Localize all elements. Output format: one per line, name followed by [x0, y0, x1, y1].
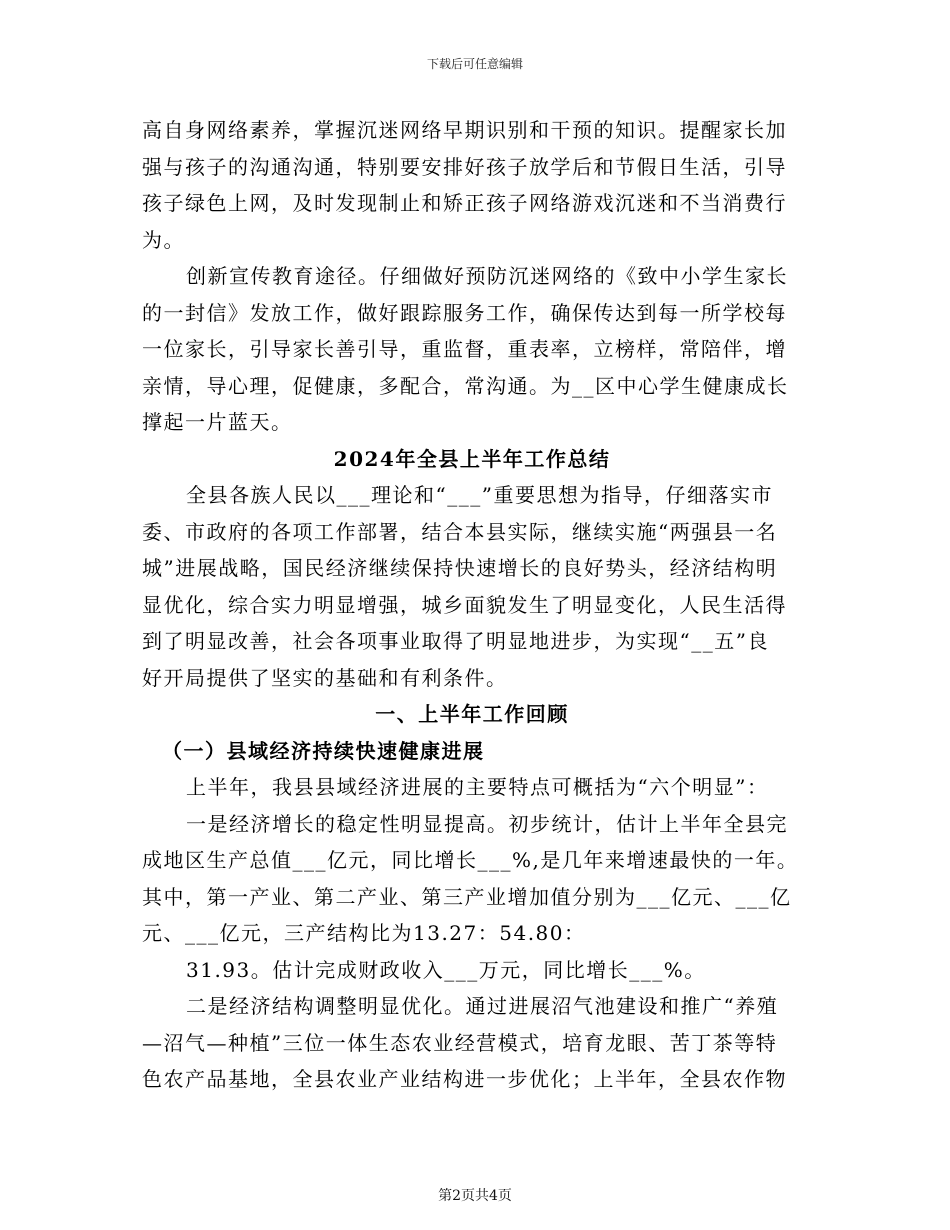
text-line: 撑起一片蓝天。: [142, 410, 293, 434]
text-line: 元、___亿元，三产结构比为13.27：54.80：: [142, 921, 586, 945]
document-body: [142, 112, 802, 1098]
section-heading: 一、上半年工作回顾: [375, 702, 569, 726]
text-line: 高自身网络素养，掌握沉迷网络早期识别和干预的知识。提醒家长加: [142, 118, 787, 142]
text-line: 的一封信》发放工作，做好跟踪服务工作，确保传达到每一所学校每: [142, 300, 787, 325]
page-header: 下载后可任意编辑: [426, 57, 523, 71]
text-line: 为。: [142, 227, 185, 252]
page-footer: 第2页共4页: [438, 1188, 512, 1204]
text-line: 强与孩子的沟通沟通，特别要安排好孩子放学后和节假日生活，引导: [142, 154, 787, 179]
text-line: 一位家长，引导家长善引导，重监督，重表率，立榜样，常陪伴，增: [142, 337, 787, 361]
text-line: 亲情，导心理，促健康，多配合，常沟通。为__区中心学生健康成长: [142, 373, 789, 398]
text-line: 色农产品基地，全县农业产业结构进一步优化；上半年，全县农作物: [142, 1067, 787, 1091]
text-line: 显优化，综合实力明显增强，城乡面貌发生了明显变化，人民生活得: [142, 592, 787, 617]
text-line: 成地区生产总值___亿元，同比增长___%,是几年来增速最快的一年。: [142, 848, 799, 872]
text-line: 委、市政府的各项工作部署，结合本县实际，继续实施“两强县一名: [142, 519, 778, 544]
text-line: 上半年，我县县域经济进展的主要特点可概括为“六个明显”：: [186, 775, 769, 799]
text-line: 其中，第一产业、第二产业、第三产业增加值分别为___亿元、___亿: [142, 884, 792, 909]
text-line: 创新宣传教育途径。仔细做好预防沉迷网络的《致中小学生家长: [186, 264, 788, 288]
text-line: 31.93。估计完成财政收入___万元，同比增长___%。: [186, 957, 706, 982]
text-line: —沼气—种植”三位一体生态农业经营模式，培育龙眼、苦丁茶等特: [142, 1030, 778, 1055]
text-line: 二是经济结构调整明显优化。通过进展沼气池建设和推广“养殖: [186, 994, 779, 1018]
text-line: 全县各族人民以___理论和“___”重要思想为指导，仔细落实市: [186, 483, 773, 507]
text-line: 一是经济增长的稳定性明显提高。初步统计，估计上半年全县完: [186, 811, 788, 836]
section-title: 2024年全县上半年工作总结: [333, 446, 611, 471]
text-line: 好开局提供了坚实的基础和有利条件。: [142, 665, 508, 690]
text-line: 到了明显改善，社会各项事业取得了明显地进步，为实现“__五”良: [142, 629, 769, 653]
text-line: 孩子绿色上网，及时发现制止和矫正孩子网络游戏沉迷和不当消费行: [142, 191, 787, 215]
subsection-heading: （一）县域经济持续快速健康进展: [162, 738, 485, 763]
text-line: 城”进展战略，国民经济继续保持快速增长的良好势头，经济结构明: [142, 556, 778, 580]
